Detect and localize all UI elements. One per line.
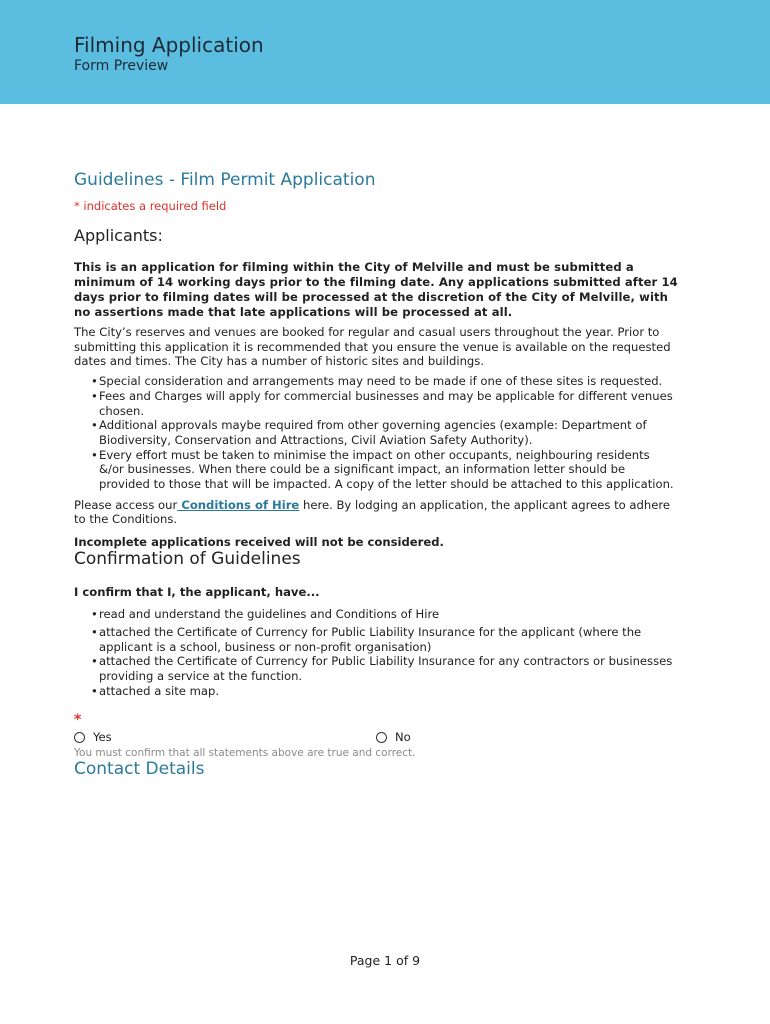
guidelines-bullet-list — [92, 374, 678, 492]
radio-no-label: No — [395, 730, 411, 745]
conditions-prefix: Please access our — [74, 497, 178, 512]
intro-bold-text: This is an application for filming within the City of Melville and must be submitted a minimum of 14 working days prior to the filming date. Any applications submitted after 14 days prior to filming dates will be processed at the discretion of the City of Melville, with no assertions made that late applications will be processed at all. — [74, 260, 678, 319]
list-item: • Additional approvals maybe required from other governing agencies (example: Department of Biodiversity, Conservation and Attractions, Civil Aviation Safety Authority). — [92, 418, 678, 447]
list-item: • attached the Certificate of Currency for Public Liability Insurance for any contractors or businesses providing a service at the function. — [92, 654, 678, 683]
confirmation-hint: You must confirm that all statements above are true and correct. — [74, 747, 416, 760]
conditions-paragraph — [74, 498, 678, 527]
page-title: Filming Application — [74, 33, 264, 57]
guidelines-title: Guidelines - Film Permit Application — [74, 170, 376, 190]
radio-yes-label: Yes — [93, 730, 112, 745]
page-subtitle: Form Preview — [74, 58, 169, 74]
list-item: • attached the Certificate of Currency for Public Liability Insurance for the applicant (where the applicant is a school, business or non-profit organisation) — [92, 625, 678, 654]
radio-yes[interactable] — [74, 730, 112, 744]
list-item: • Every effort must be taken to minimise the impact on other occupants, neighbouring residents &/or businesses. When there could be a significant impact, an information letter should be provided to those that will be impacted. A copy of the letter should be attached to this application. — [92, 448, 678, 492]
radio-no[interactable] — [376, 730, 411, 744]
confirmation-bullet-list — [92, 607, 678, 698]
required-asterisk: * — [74, 712, 82, 729]
confirmation-lead: I confirm that I, the applicant, have... — [74, 585, 320, 600]
list-item: • attached a site map. — [92, 684, 678, 699]
radio-circle-icon[interactable] — [376, 732, 387, 743]
incomplete-warning: Incomplete applications received will not be considered. — [74, 535, 444, 550]
contact-details-title: Contact Details — [74, 759, 205, 780]
radio-circle-icon[interactable] — [74, 732, 85, 743]
applicants-heading: Applicants: — [74, 226, 163, 245]
form-content — [74, 170, 678, 779]
venues-paragraph: The City’s reserves and venues are booked for regular and casual users throughout the year. Prior to submitting this application it is recommended that you ensure the venue is available on the requested dates and times. The City has a number of historic sites and buildings. — [74, 325, 671, 369]
conditions-suffix: here. By lodging an application, the applicant agrees to adhere to the Conditions. — [74, 497, 671, 527]
page-number: Page 1 of 9 — [349, 953, 421, 968]
required-field-note: * indicates a required field — [74, 199, 227, 213]
list-item: • Fees and Charges will apply for commercial businesses and may be applicable for different venues chosen. — [92, 389, 678, 418]
confirmation-radio-group — [74, 730, 678, 746]
confirmation-title: Confirmation of Guidelines — [74, 549, 301, 570]
conditions-of-hire-link[interactable]: Conditions of Hire — [177, 497, 300, 512]
list-item: • Special consideration and arrangements may need to be made if one of these sites is requested. — [92, 374, 678, 389]
header-banner — [0, 0, 770, 104]
list-item: • read and understand the guidelines and Conditions of Hire — [92, 607, 678, 622]
